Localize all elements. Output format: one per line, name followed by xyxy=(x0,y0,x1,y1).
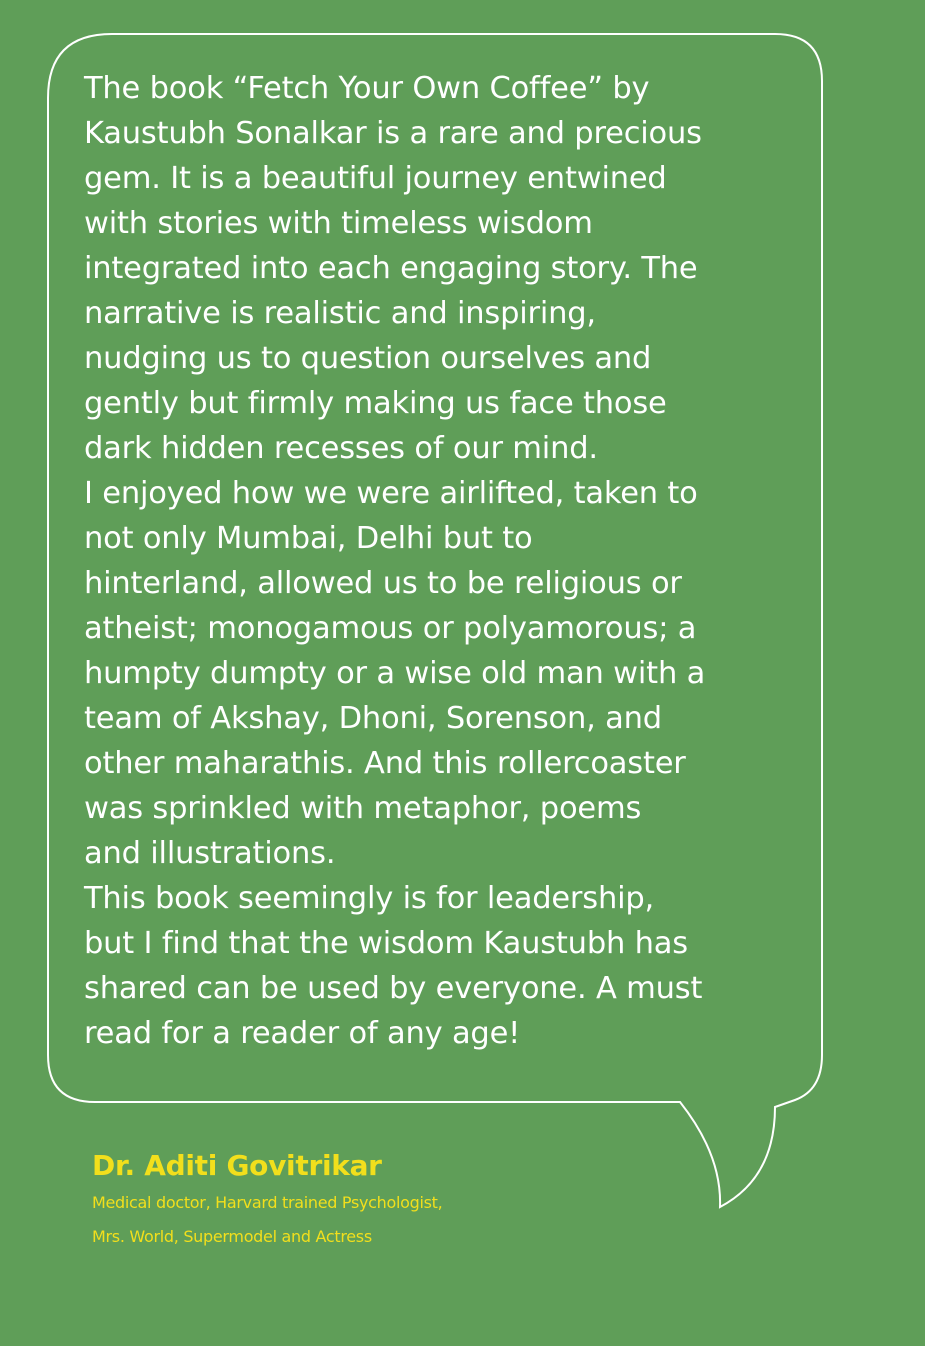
quote-line: gem. It is a beautiful journey entwined xyxy=(84,161,667,196)
author-block xyxy=(92,1146,732,1254)
quote-line: nudging us to question ourselves and xyxy=(84,341,652,376)
quote-line: The book “Fetch Your Own Coffee” by xyxy=(84,71,650,106)
quote-line: was sprinkled with metaphor, poems xyxy=(84,791,642,826)
author-title-line: Mrs. World, Supermodel and Actress xyxy=(92,1227,372,1246)
quote-line: atheist; monogamous or polyamorous; a xyxy=(84,611,697,646)
quote-line: not only Mumbai, Delhi but to xyxy=(84,521,533,556)
quote-line: Kaustubh Sonalkar is a rare and precious xyxy=(84,116,702,151)
quote-line: and illustrations. xyxy=(84,836,336,871)
quote-paragraph-2 xyxy=(84,471,799,876)
quote-line: gently but firmly making us face those xyxy=(84,386,667,421)
quote-paragraph-3 xyxy=(84,876,799,1056)
quote-line: team of Akshay, Dhoni, Sorenson, and xyxy=(84,701,662,736)
quote-line: dark hidden recesses of our mind. xyxy=(84,431,598,466)
author-title-line: Medical doctor, Harvard trained Psychologist, xyxy=(92,1193,443,1212)
author-title xyxy=(92,1186,732,1254)
quote-line: with stories with timeless wisdom xyxy=(84,206,593,241)
quote-line: hinterland, allowed us to be religious or xyxy=(84,566,682,601)
quote-line: but I find that the wisdom Kaustubh has xyxy=(84,926,688,961)
author-name: Dr. Aditi Govitrikar xyxy=(92,1149,382,1182)
quote-line: integrated into each engaging story. The xyxy=(84,251,698,286)
testimonial-quote xyxy=(84,66,799,1056)
quote-line: humpty dumpty or a wise old man with a xyxy=(84,656,706,691)
quote-line: other maharathis. And this rollercoaster xyxy=(84,746,686,781)
quote-paragraph-1 xyxy=(84,66,799,471)
quote-line: This book seemingly is for leadership, xyxy=(84,881,655,916)
quote-line: narrative is realistic and inspiring, xyxy=(84,296,596,331)
quote-line: read for a reader of any age! xyxy=(84,1016,521,1051)
quote-line: shared can be used by everyone. A must xyxy=(84,971,703,1006)
quote-line: I enjoyed how we were airlifted, taken to xyxy=(84,476,698,511)
